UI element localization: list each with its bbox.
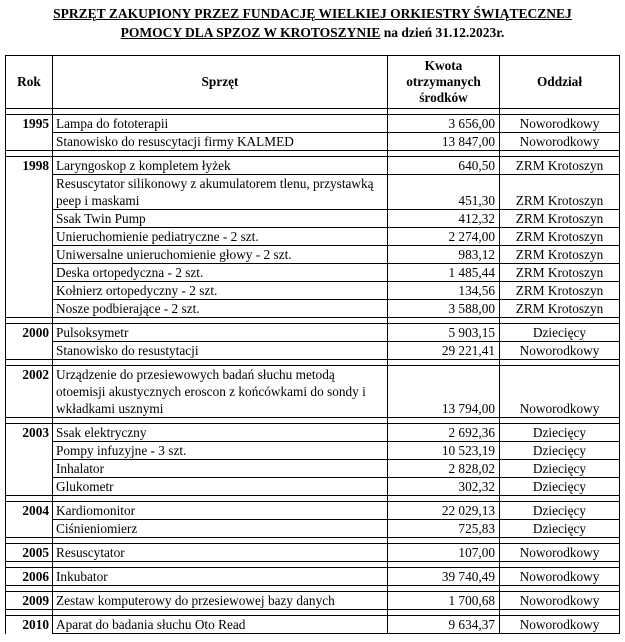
- year-cell: 2006: [6, 568, 53, 586]
- year-cell: 2010: [6, 616, 53, 634]
- equipment-name-cell: Deska ortopedyczna - 2 szt.: [53, 264, 388, 282]
- equipment-name-cell: Lampa do fototerapii: [53, 115, 388, 133]
- table-row: [6, 442, 620, 460]
- table-row: [6, 592, 620, 610]
- equipment-name-cell: Ssak elektryczny: [53, 424, 388, 442]
- department-cell: ZRM Krotoszyn: [500, 157, 620, 175]
- department-cell: ZRM Krotoszyn: [500, 282, 620, 300]
- equipment-name-cell: Aparat do badania słuchu Oto Read: [53, 616, 388, 634]
- year-cell: 2004: [6, 502, 53, 520]
- col-header-oddzial: Oddział: [500, 56, 620, 109]
- table-row: [6, 115, 620, 133]
- table-row: [6, 264, 620, 282]
- equipment-name-cell: Nosze podbierające - 2 szt.: [53, 300, 388, 318]
- department-cell: Noworodkowy: [500, 366, 620, 418]
- department-cell: ZRM Krotoszyn: [500, 210, 620, 228]
- equipment-name-cell: Kardiomonitor: [53, 502, 388, 520]
- equipment-name-cell: Stanowisko do resuscytacji firmy KALMED: [53, 133, 388, 151]
- amount-cell: 39 740,49: [388, 568, 500, 586]
- department-cell: Dziecięcy: [500, 324, 620, 342]
- table-row: [6, 460, 620, 478]
- amount-cell: 107,00: [388, 544, 500, 562]
- title-line-2-date: na dzień 31.12.2023r.: [380, 25, 505, 40]
- year-cell: 1995: [6, 115, 53, 133]
- table-row: [6, 175, 620, 210]
- table-row: [6, 478, 620, 496]
- department-cell: ZRM Krotoszyn: [500, 246, 620, 264]
- year-cell: 2000: [6, 324, 53, 342]
- department-cell: Dziecięcy: [500, 424, 620, 442]
- amount-cell: 5 903,15: [388, 324, 500, 342]
- equipment-name-cell: Uniwersalne unieruchomienie głowy - 2 szt.: [53, 246, 388, 264]
- equipment-name-cell: Pompy infuzyjne - 3 szt.: [53, 442, 388, 460]
- amount-cell: 13 847,00: [388, 133, 500, 151]
- equipment-name-cell: Laryngoskop z kompletem łyżek: [53, 157, 388, 175]
- amount-cell: 412,32: [388, 210, 500, 228]
- amount-cell: 2 274,00: [388, 228, 500, 246]
- table-row: [6, 424, 620, 442]
- col-header-rok: Rok: [6, 56, 53, 109]
- equipment-name-cell: Inhalator: [53, 460, 388, 478]
- equipment-name-cell: Glukometr: [53, 478, 388, 496]
- department-cell: Noworodkowy: [500, 616, 620, 634]
- amount-cell: 2 828,02: [388, 460, 500, 478]
- amount-cell: 1 700,68: [388, 592, 500, 610]
- department-cell: Noworodkowy: [500, 568, 620, 586]
- equipment-name-cell: Ciśnieniomierz: [53, 520, 388, 538]
- col-header-kwota: Kwota otrzymanych środków: [388, 56, 500, 109]
- amount-cell: 22 029,13: [388, 502, 500, 520]
- title-line-1: SPRZĘT ZAKUPIONY PRZEZ FUNDACJĘ WIELKIEJ ORKIESTRY ŚWIĄTECZNEJ: [53, 6, 572, 21]
- table-row: [6, 282, 620, 300]
- year-cell: [6, 282, 53, 300]
- year-cell: 2002: [6, 366, 53, 418]
- table-row: [6, 324, 620, 342]
- department-cell: Dziecięcy: [500, 520, 620, 538]
- equipment-name-cell: Zestaw komputerowy do przesiewowej bazy danych: [53, 592, 388, 610]
- amount-cell: 725,83: [388, 520, 500, 538]
- year-cell: [6, 478, 53, 496]
- amount-cell: 29 221,41: [388, 342, 500, 360]
- year-cell: [6, 342, 53, 360]
- table-row: [6, 210, 620, 228]
- amount-cell: 13 794,00: [388, 366, 500, 418]
- department-cell: ZRM Krotoszyn: [500, 228, 620, 246]
- table-row: [6, 228, 620, 246]
- amount-cell: 3 656,00: [388, 115, 500, 133]
- department-cell: Dziecięcy: [500, 502, 620, 520]
- amount-cell: 640,50: [388, 157, 500, 175]
- equipment-name-cell: Inkubator: [53, 568, 388, 586]
- equipment-name-cell: Ssak Twin Pump: [53, 210, 388, 228]
- department-cell: Dziecięcy: [500, 460, 620, 478]
- table-row: [6, 366, 620, 418]
- amount-cell: 1 485,44: [388, 264, 500, 282]
- amount-cell: 983,12: [388, 246, 500, 264]
- title-line-2-main: POMOCY DLA SPZOZ W KROTOSZYNIE: [120, 25, 381, 40]
- amount-cell: 134,56: [388, 282, 500, 300]
- equipment-name-cell: Unieruchomienie pediatryczne - 2 szt.: [53, 228, 388, 246]
- table-row: [6, 300, 620, 318]
- amount-cell: 10 523,19: [388, 442, 500, 460]
- year-cell: [6, 210, 53, 228]
- year-cell: [6, 228, 53, 246]
- equipment-name-cell: Resuscytator silikonowy z akumulatorem tlenu, przystawką peep i maskami: [53, 175, 388, 210]
- equipment-name-cell: Stanowisko do resustytacji: [53, 342, 388, 360]
- year-cell: 2003: [6, 424, 53, 442]
- table-row: [6, 157, 620, 175]
- table-row: [6, 133, 620, 151]
- year-cell: 1998: [6, 157, 53, 175]
- table-row: [6, 502, 620, 520]
- department-cell: ZRM Krotoszyn: [500, 175, 620, 210]
- equipment-table: [5, 55, 620, 634]
- department-cell: Noworodkowy: [500, 544, 620, 562]
- table-header-row: [6, 56, 620, 109]
- equipment-name-cell: Urządzenie do przesiewowych badań słuchu metodą otoemisji akustycznych eroscon z końcówkami do sondy i wkładkami usznymi: [53, 366, 388, 418]
- table-row: [6, 544, 620, 562]
- year-cell: [6, 460, 53, 478]
- department-cell: ZRM Krotoszyn: [500, 300, 620, 318]
- department-cell: Dziecięcy: [500, 442, 620, 460]
- title-line-2: [0, 23, 625, 42]
- table-row: [6, 616, 620, 634]
- year-cell: 2005: [6, 544, 53, 562]
- document-title: [0, 4, 625, 42]
- table-body: [6, 109, 620, 634]
- year-cell: [6, 175, 53, 210]
- year-cell: [6, 264, 53, 282]
- table-row: [6, 246, 620, 264]
- col-header-sprzet: Sprzęt: [53, 56, 388, 109]
- department-cell: Noworodkowy: [500, 133, 620, 151]
- equipment-name-cell: Resuscytator: [53, 544, 388, 562]
- equipment-name-cell: Pulsoksymetr: [53, 324, 388, 342]
- amount-cell: 3 588,00: [388, 300, 500, 318]
- table-row: [6, 342, 620, 360]
- department-cell: Noworodkowy: [500, 592, 620, 610]
- amount-cell: 302,32: [388, 478, 500, 496]
- amount-cell: 2 692,36: [388, 424, 500, 442]
- department-cell: ZRM Krotoszyn: [500, 264, 620, 282]
- year-cell: [6, 300, 53, 318]
- year-cell: [6, 520, 53, 538]
- year-cell: 2009: [6, 592, 53, 610]
- department-cell: Dziecięcy: [500, 478, 620, 496]
- department-cell: Noworodkowy: [500, 342, 620, 360]
- amount-cell: 451,30: [388, 175, 500, 210]
- table-row: [6, 568, 620, 586]
- year-cell: [6, 442, 53, 460]
- table-row: [6, 520, 620, 538]
- amount-cell: 9 634,37: [388, 616, 500, 634]
- year-cell: [6, 246, 53, 264]
- equipment-name-cell: Kołnierz ortopedyczny - 2 szt.: [53, 282, 388, 300]
- year-cell: [6, 133, 53, 151]
- department-cell: Noworodkowy: [500, 115, 620, 133]
